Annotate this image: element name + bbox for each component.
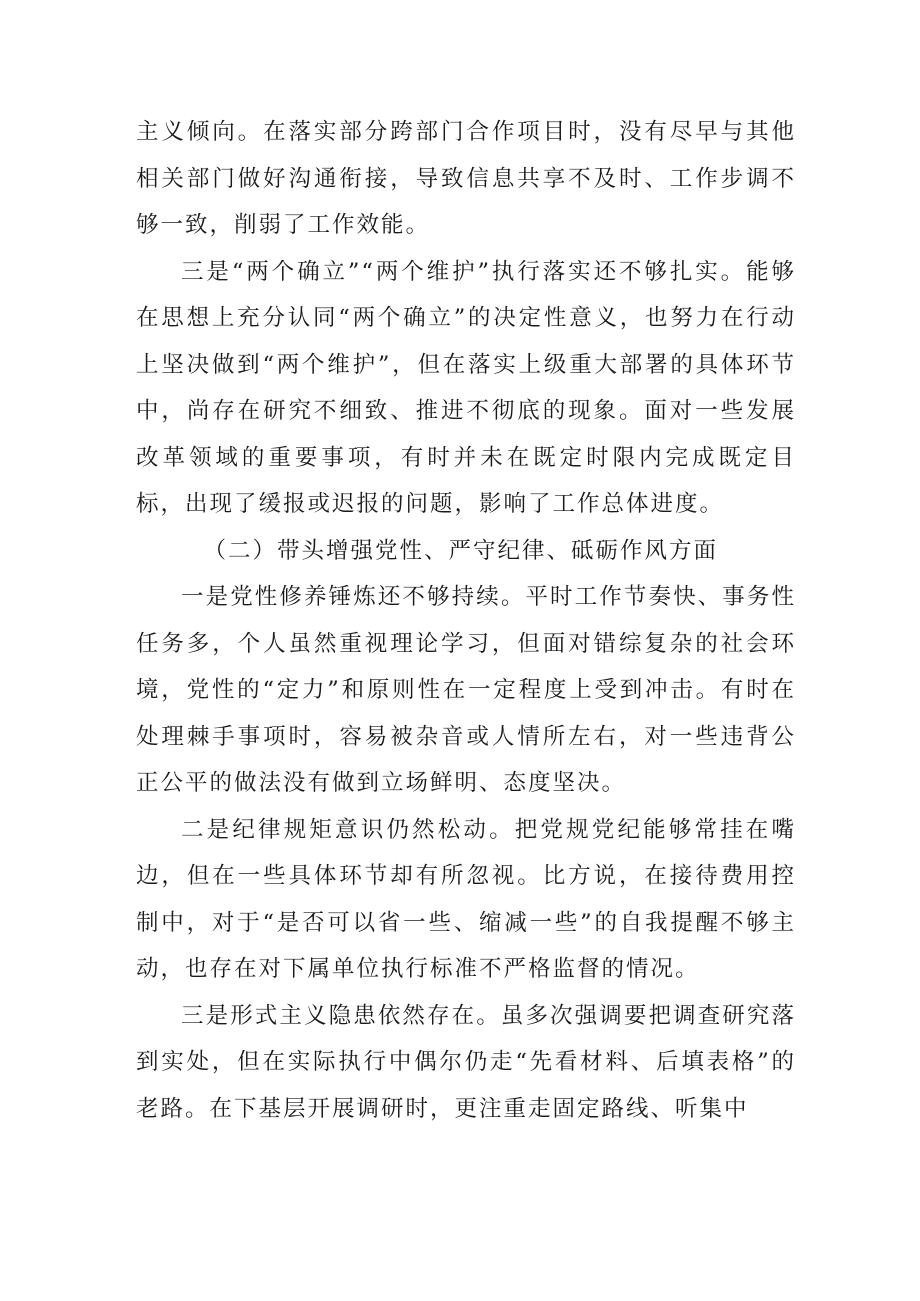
document-body <box>136 109 796 1132</box>
paragraph-formalism: 三是形式主义隐患依然存在。虽多次强调要把调查研究落到实处，但在实际执行中偶尔仍走“先看材料、后填表格”的老路。在下基层开展调研时，更注重走固定路线、听集中 <box>136 1002 796 1122</box>
paragraph-continuation: 主义倾向。在落实部分跨部门合作项目时，没有尽早与其他相关部门做好沟通衔接，导致信息共享不及时、工作步调不够一致，削弱了工作效能。 <box>136 119 796 238</box>
paragraph-two-establishments: 三是“两个确立”“两个维护”执行落实还不够扎实。能够在思想上充分认同“两个确立”的决定性意义，也努力在行动上坚决做到“两个维护”，但在落实上级重大部署的具体环节中，尚存在研究不细致、推进不彻底的现象。面对一些发展改革领域的重要事项，有时并未在既定时限内完成既定目标，出现了缓报或迟报的问题，影响了工作总体进度。 <box>136 258 796 517</box>
paragraph-discipline-awareness: 二是纪律规矩意识仍然松动。把党规党纪能够常挂在嘴边，但在一些具体环节却有所忽视。比方说，在接待费用控制中，对于“是否可以省一些、缩减一些”的自我提醒不够主动，也存在对下属单位执行标准不严格监督的情况。 <box>136 816 796 982</box>
paragraph-party-cultivation: 一是党性修养锤炼还不够持续。平时工作节奏快、事务性任务多，个人虽然重视理论学习，但面对错综复杂的社会环境，党性的“定力”和原则性在一定程度上受到冲击。有时在处理棘手事项时，容易被杂音或人情所左右，对一些违背公正公平的做法没有做到立场鲜明、态度坚决。 <box>136 584 796 796</box>
section-heading-party-spirit: （二）带头增强党性、严守纪律、砥砺作风方面 <box>203 537 719 564</box>
